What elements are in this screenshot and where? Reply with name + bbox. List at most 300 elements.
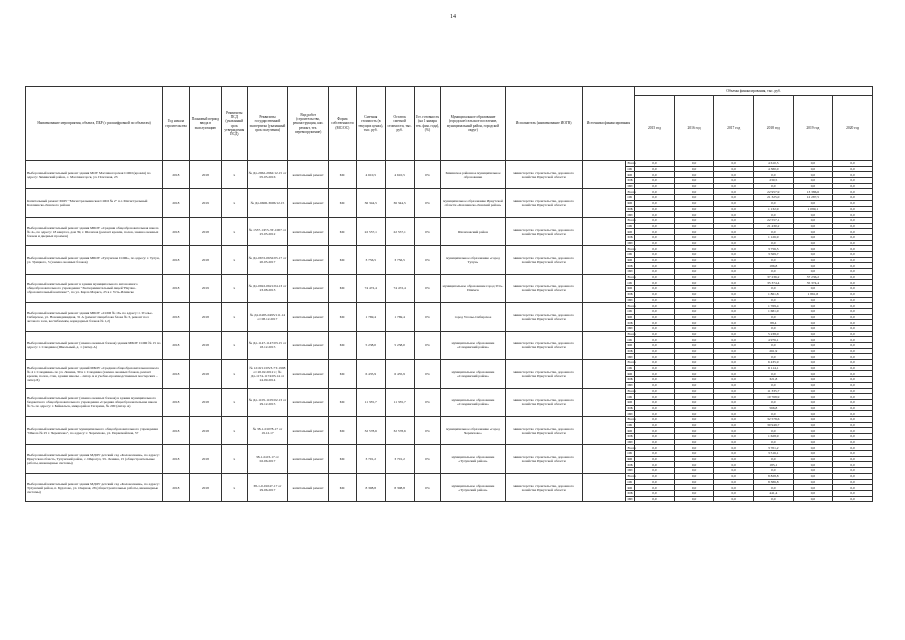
- cell-amount: 0,0: [833, 229, 873, 235]
- cell-amount: 0,0: [674, 422, 714, 428]
- cell-source-type: Всего: [625, 360, 635, 366]
- cell-psd-req: x: [221, 161, 247, 189]
- cell-amount: 0,0: [714, 479, 754, 485]
- cell-amount: 0,0: [753, 257, 793, 263]
- cell-amount: 0,0: [635, 468, 675, 474]
- cell-amount: 6 114,1: [753, 365, 793, 371]
- cell-amount: 0,0: [674, 473, 714, 479]
- cell-municipal-recipient: Шелеховский район: [441, 217, 505, 245]
- cell-funding-source: [582, 246, 625, 274]
- cell-amount: 0,0: [833, 394, 873, 400]
- cell-source-type: Всего: [625, 217, 635, 223]
- cell-amount: 0,0: [833, 371, 873, 377]
- cell-amount: 0,0: [635, 172, 675, 178]
- cell-executor: министерство строительства, дорожного хозяйства Иркутской области: [505, 246, 582, 274]
- cell-ownership: МС: [328, 360, 356, 388]
- cell-amount: 0,0: [714, 269, 754, 275]
- cell-estimate: 11 335,7: [356, 388, 385, 416]
- cell-amount: 0,0: [793, 439, 833, 445]
- cell-amount: 0,0: [833, 217, 873, 223]
- cell-amount: 0,0: [674, 451, 714, 457]
- cell-amount: 0,0: [674, 354, 714, 360]
- cell-amount: 0,0: [635, 462, 675, 468]
- cell-amount: 0,0: [833, 189, 873, 195]
- cell-amount: 0,0: [714, 416, 754, 422]
- cell-amount: 0,0: [674, 161, 714, 167]
- cell-remaining: 6 435,9: [385, 360, 414, 388]
- cell-psd-req: x: [221, 217, 247, 245]
- cell-amount: 0,0: [753, 325, 793, 331]
- cell-amount: 0,0: [714, 183, 754, 189]
- cell-amount: 0,0: [833, 252, 873, 258]
- cell-remaining: 5 238,0: [385, 331, 414, 359]
- cell-municipal-recipient: Зиминское районное муниципальное образование: [441, 161, 505, 189]
- cell-work-type: капитальный ремонт: [288, 388, 329, 416]
- cell-amount: 0,0: [714, 348, 754, 354]
- cell-plan-period: 2019: [189, 189, 221, 217]
- cell-executor: министерство строительства, дорожного хозяйства Иркутской области: [505, 161, 582, 189]
- cell-source-type: МБ: [625, 434, 635, 440]
- cell-amount: 0,0: [714, 314, 754, 320]
- cell-amount: 0,0: [714, 223, 754, 229]
- col-header-executor: Исполнитель (наименование ИОГВ): [505, 87, 582, 161]
- cell-funding-source: [582, 388, 625, 416]
- cell-amount: 0,0: [793, 217, 833, 223]
- cell-estimate: 32 578,6: [356, 416, 385, 444]
- cell-amount: 0,0: [833, 462, 873, 468]
- cell-object-name: Капитальный ремонт МОУ "Магистральнинская СОШ № 2" п.г. Магистральный Казачинско-Ленского района: [26, 189, 163, 217]
- cell-amount: 1 628,9: [753, 434, 793, 440]
- cell-source-type: ИИ: [625, 382, 635, 388]
- cell-source-type: ФБ: [625, 399, 635, 405]
- cell-amount: 0,0: [833, 343, 873, 349]
- cell-amount: 12 287,5: [793, 195, 833, 201]
- cell-amount: 0,0: [714, 274, 754, 280]
- cell-amount: 0,0: [753, 354, 793, 360]
- cell-amount: 0,0: [793, 365, 833, 371]
- cell-amount: 0,0: [635, 445, 675, 451]
- cell-amount: 0,0: [635, 354, 675, 360]
- cell-source-type: ФБ: [625, 428, 635, 434]
- cell-amount: 0,0: [833, 479, 873, 485]
- cell-amount: 0,0: [793, 371, 833, 377]
- cell-amount: 0,0: [833, 234, 873, 240]
- cell-amount: 0,0: [793, 286, 833, 292]
- cell-readiness: 0%: [414, 416, 441, 444]
- cell-amount: 0,0: [714, 297, 754, 303]
- cell-funding-source: [582, 416, 625, 444]
- cell-ownership: МС: [328, 445, 356, 473]
- col-header-work-type: Вид работ (строительство, реконструкция, кап. ремонт, тех. перевооружение): [288, 87, 329, 161]
- cell-amount: 0,0: [793, 308, 833, 314]
- cell-plan-period: 2019: [189, 274, 221, 302]
- cell-amount: 0,0: [714, 405, 754, 411]
- cell-amount: 0,0: [635, 212, 675, 218]
- cell-amount: 0,0: [635, 206, 675, 212]
- cell-amount: 0,0: [793, 456, 833, 462]
- cell-expertise-req: № Дл-6606-3606/12.15: [247, 189, 288, 217]
- cell-work-type: капитальный ремонт: [288, 360, 329, 388]
- cell-source-type: ИИ: [625, 269, 635, 275]
- cell-amount: 0,0: [635, 360, 675, 366]
- cell-amount: 0,0: [793, 473, 833, 479]
- cell-municipal-recipient: муниципальное образование Иркутской области «Казачинско-Ленский район»: [441, 189, 505, 217]
- cell-amount: 0,0: [793, 297, 833, 303]
- cell-source-type: ОБ: [625, 365, 635, 371]
- cell-amount: 0,0: [714, 485, 754, 491]
- cell-amount: 0,0: [753, 399, 793, 405]
- cell-amount: 0,0: [714, 263, 754, 269]
- cell-source-type: МБ: [625, 263, 635, 269]
- cell-ownership: МС: [328, 473, 356, 501]
- cell-amount: 0,0: [674, 348, 714, 354]
- cell-amount: 0,0: [793, 462, 833, 468]
- cell-year-start: 2018: [163, 473, 190, 501]
- cell-amount: 0,0: [674, 382, 714, 388]
- cell-municipal-recipient: муниципальное образование «Слюдянский район»: [441, 331, 505, 359]
- cell-amount: 0,0: [674, 428, 714, 434]
- cell-remaining: 22 557,1: [385, 217, 414, 245]
- cell-amount: 0,0: [674, 377, 714, 383]
- cell-amount: 0,0: [674, 189, 714, 195]
- cell-amount: 0,0: [833, 320, 873, 326]
- cell-source-type: ФБ: [625, 456, 635, 462]
- cell-source-type: ФБ: [625, 172, 635, 178]
- cell-amount: 0,0: [674, 172, 714, 178]
- cell-expertise-req: № Дл-0495-0495/111.14 от 08.12.2017: [247, 303, 288, 331]
- cell-year-start: 2018: [163, 246, 190, 274]
- cell-source-type: ФБ: [625, 229, 635, 235]
- cell-source-type: ОБ: [625, 252, 635, 258]
- cell-amount: 4 976,1: [753, 337, 793, 343]
- cell-amount: 0,0: [793, 411, 833, 417]
- cell-amount: 0,0: [714, 354, 754, 360]
- cell-amount: 0,0: [833, 161, 873, 167]
- cell-amount: 0,0: [793, 348, 833, 354]
- cell-readiness: 0%: [414, 189, 441, 217]
- cell-plan-period: 2018: [189, 416, 221, 444]
- cell-amount: 0,0: [833, 399, 873, 405]
- cell-amount: 0,0: [793, 166, 833, 172]
- cell-amount: 1 132,9: [753, 206, 793, 212]
- cell-amount: 3 701,2: [753, 445, 793, 451]
- cell-amount: 0,0: [714, 280, 754, 286]
- cell-object-name: Выборочный капитальный ремонт (замена оконных блоков) в здании муниципального бюджетного общеобразовательного учреждения «Средняя общеобразовательная школа № 5» по адресу: г. Байкальск, микрорайон Гагарина, № 200 (литер А): [26, 388, 163, 416]
- cell-amount: 0,0: [793, 240, 833, 246]
- cell-work-type: капитальный ремонт: [288, 416, 329, 444]
- cell-amount: 0,0: [714, 434, 754, 440]
- cell-amount: 0,0: [793, 485, 833, 491]
- cell-amount: 0,0: [714, 166, 754, 172]
- cell-amount: 0,0: [793, 331, 833, 337]
- cell-amount: 0,0: [635, 178, 675, 184]
- cell-municipal-recipient: муниципальное образование «Тулунский район»: [441, 445, 505, 473]
- cell-estimate: 6 435,9: [356, 360, 385, 388]
- cell-source-type: ОБ: [625, 166, 635, 172]
- cell-amount: 0,0: [833, 434, 873, 440]
- cell-readiness: 0%: [414, 303, 441, 331]
- cell-source-type: ОБ: [625, 394, 635, 400]
- cell-amount: 0,0: [833, 314, 873, 320]
- cell-amount: 0,0: [714, 246, 754, 252]
- cell-expertise-req: № Дл-1105-1105/02.13 от 29.12.2015: [247, 388, 288, 416]
- cell-remaining: 36 344,5: [385, 189, 414, 217]
- cell-source-type: МБ: [625, 405, 635, 411]
- cell-amount: 0,0: [714, 451, 754, 457]
- cell-executor: министерство строительства, дорожного хозяйства Иркутской области: [505, 303, 582, 331]
- cell-amount: 0,0: [833, 439, 873, 445]
- cell-estimate: 74 472,4: [356, 274, 385, 302]
- cell-source-type: МБ: [625, 490, 635, 496]
- cell-amount: 0,0: [753, 269, 793, 275]
- cell-amount: 0,0: [674, 195, 714, 201]
- cell-amount: 0,0: [753, 286, 793, 292]
- cell-work-type: капитальный ремонт: [288, 161, 329, 189]
- cell-source-type: ОБ: [625, 280, 635, 286]
- cell-funding-source: [582, 473, 625, 501]
- cell-remaining: 74 472,4: [385, 274, 414, 302]
- cell-amount: 0,0: [833, 331, 873, 337]
- cell-remaining: 3 756,5: [385, 246, 414, 274]
- cell-amount: 0,0: [674, 257, 714, 263]
- cell-amount: 0,0: [833, 348, 873, 354]
- cell-amount: 0,0: [793, 257, 833, 263]
- cell-amount: 0,0: [714, 161, 754, 167]
- cell-amount: 0,0: [674, 269, 714, 275]
- cell-amount: 0,0: [714, 229, 754, 235]
- cell-source-type: МБ: [625, 178, 635, 184]
- cell-source-type: ФБ: [625, 343, 635, 349]
- cell-amount: 0,0: [674, 405, 714, 411]
- cell-amount: 4 610,5: [753, 161, 793, 167]
- cell-amount: 13 386,6: [793, 189, 833, 195]
- cell-amount: 0,0: [833, 325, 873, 331]
- col-header-source: Источники финансирования: [582, 87, 634, 161]
- cell-municipal-recipient: муниципальное образование «город Черемхово»: [441, 416, 505, 444]
- cell-readiness: 0%: [414, 217, 441, 245]
- cell-amount: 321,8: [753, 377, 793, 383]
- cell-remaining: 3 701,2: [385, 445, 414, 473]
- cell-amount: 0,0: [714, 377, 754, 383]
- cell-amount: 0,0: [674, 325, 714, 331]
- col-header-year: 2016 год: [674, 96, 714, 161]
- cell-amount: 22 557,1: [753, 217, 793, 223]
- cell-amount: 0,0: [635, 377, 675, 383]
- cell-amount: 88,4: [753, 320, 793, 326]
- cell-amount: 0,0: [793, 183, 833, 189]
- cell-year-start: 2018: [163, 217, 190, 245]
- cell-amount: 0,0: [793, 479, 833, 485]
- cell-municipal-recipient: муниципальное образование город Усть-Илимск: [441, 274, 505, 302]
- cell-executor: министерство строительства, дорожного хозяйства Иркутской области: [505, 416, 582, 444]
- cell-amount: 0,0: [714, 388, 754, 394]
- cell-year-start: 2018: [163, 274, 190, 302]
- cell-amount: 3 516,1: [753, 451, 793, 457]
- cell-amount: 0,0: [833, 422, 873, 428]
- cell-amount: 0,0: [833, 291, 873, 297]
- cell-amount: 0,0: [793, 246, 833, 252]
- cell-amount: 0,0: [833, 388, 873, 394]
- cell-amount: 0,0: [833, 166, 873, 172]
- cell-estimate: 5 238,0: [356, 331, 385, 359]
- cell-ownership: МС: [328, 161, 356, 189]
- cell-amount: 0,0: [635, 325, 675, 331]
- cell-amount: 0,0: [635, 189, 675, 195]
- cell-amount: 0,0: [635, 303, 675, 309]
- cell-amount: 0,0: [793, 337, 833, 343]
- cell-ownership: МС: [328, 189, 356, 217]
- cell-amount: 0,0: [674, 411, 714, 417]
- cell-amount: 0,0: [674, 200, 714, 206]
- cell-source-type: ОБ: [625, 451, 635, 457]
- cell-source-type: МБ: [625, 291, 635, 297]
- cell-amount: 0,0: [635, 405, 675, 411]
- cell-amount: 0,0: [674, 297, 714, 303]
- cell-amount: 0,0: [753, 172, 793, 178]
- cell-object-name: Выборочный капитальный ремонт здания МДОУ детский сад «Колокольчик», по адресу: Тулунский район, п. Будагово, ул. Озерная, 28 (общестроительные работы, инженерные системы): [26, 473, 163, 501]
- cell-amount: 0,0: [714, 439, 754, 445]
- cell-source-type: ИИ: [625, 183, 635, 189]
- cell-ownership: МС: [328, 331, 356, 359]
- cell-amount: 0,0: [674, 291, 714, 297]
- cell-amount: 1 681,0: [753, 308, 793, 314]
- cell-amount: 0,0: [793, 382, 833, 388]
- cell-work-type: капитальный ремонт: [288, 274, 329, 302]
- cell-remaining: 4 610,5: [385, 161, 414, 189]
- cell-plan-period: 2018: [189, 388, 221, 416]
- cell-psd-req: x: [221, 473, 247, 501]
- cell-source-type: ИИ: [625, 439, 635, 445]
- cell-amount: 0,0: [635, 331, 675, 337]
- page-number: 14: [450, 14, 456, 20]
- cell-amount: 0,0: [833, 286, 873, 292]
- cell-amount: 0,0: [635, 416, 675, 422]
- cell-readiness: 0%: [414, 473, 441, 501]
- cell-source-type: МБ: [625, 462, 635, 468]
- cell-amount: 0,0: [793, 388, 833, 394]
- cell-amount: 0,0: [833, 240, 873, 246]
- cell-amount: 0,0: [714, 331, 754, 337]
- cell-amount: 0,0: [714, 172, 754, 178]
- cell-amount: 0,0: [753, 183, 793, 189]
- cell-amount: 0,0: [833, 200, 873, 206]
- cell-estimate: 36 344,5: [356, 189, 385, 217]
- cell-year-start: 2018: [163, 360, 190, 388]
- cell-year-start: 2018: [163, 331, 190, 359]
- cell-source-type: ФБ: [625, 200, 635, 206]
- cell-amount: 0,0: [674, 320, 714, 326]
- cell-executor: министерство строительства, дорожного хозяйства Иркутской области: [505, 360, 582, 388]
- cell-amount: 0,0: [674, 343, 714, 349]
- cell-amount: 0,0: [833, 269, 873, 275]
- cell-year-start: 2018: [163, 445, 190, 473]
- cell-funding-source: [582, 360, 625, 388]
- cell-amount: 0,0: [674, 280, 714, 286]
- cell-amount: 0,0: [714, 468, 754, 474]
- cell-amount: 0,0: [714, 240, 754, 246]
- cell-amount: 0,0: [793, 212, 833, 218]
- cell-amount: 0,0: [793, 399, 833, 405]
- cell-amount: 0,0: [674, 178, 714, 184]
- cell-estimate: 1 769,4: [356, 303, 385, 331]
- cell-object-name: Выборочный капитальный ремонт здания МБОУ «Тулунская СОШ», по адресу: г. Тулун, ул. Урицкого, 5 (замена оконных блоков): [26, 246, 163, 274]
- cell-amount: 0,0: [635, 246, 675, 252]
- cell-amount: 0,0: [714, 234, 754, 240]
- cell-source-type: ИИ: [625, 468, 635, 474]
- cell-amount: 0,0: [833, 405, 873, 411]
- cell-amount: 0,0: [635, 399, 675, 405]
- cell-amount: 0,0: [635, 257, 675, 263]
- cell-municipal-recipient: муниципальное образование «город Тулун»: [441, 246, 505, 274]
- cell-plan-period: 2018: [189, 445, 221, 473]
- cell-amount: 0,0: [635, 195, 675, 201]
- cell-amount: 0,0: [635, 320, 675, 326]
- cell-source-type: ОБ: [625, 195, 635, 201]
- cell-estimate: 22 557,1: [356, 217, 385, 245]
- cell-amount: 0,0: [674, 388, 714, 394]
- cell-amount: 0,0: [674, 217, 714, 223]
- col-header-year: 2019 год: [793, 96, 833, 161]
- cell-amount: 0,0: [753, 343, 793, 349]
- cell-amount: 1 861,8: [753, 291, 793, 297]
- cell-amount: 0,0: [714, 303, 754, 309]
- cell-amount: 6 435,9: [753, 360, 793, 366]
- cell-amount: 0,0: [793, 172, 833, 178]
- cell-source-type: Всего: [625, 388, 635, 394]
- cell-amount: 0,0: [793, 445, 833, 451]
- col-header-plan-period: Плановый период ввода в эксплуатацию: [189, 87, 221, 161]
- cell-amount: 0,0: [714, 456, 754, 462]
- cell-source-type: ФБ: [625, 286, 635, 292]
- cell-object-name: Выборочный капитальный ремонт муниципального общеобразовательного учреждения "Школа № 25 г. Черемхово", по адресу: г. Черемхово, ул. Первомайская, 57: [26, 416, 163, 444]
- cell-amount: 0,0: [674, 365, 714, 371]
- cell-amount: 0,0: [714, 394, 754, 400]
- cell-amount: 0,0: [714, 490, 754, 496]
- cell-amount: 0,0: [833, 468, 873, 474]
- cell-amount: 0,0: [674, 206, 714, 212]
- cell-amount: 0,0: [674, 263, 714, 269]
- cell-source-type: ИИ: [625, 240, 635, 246]
- cell-estimate: 8 308,8: [356, 473, 385, 501]
- cell-amount: 0,0: [793, 200, 833, 206]
- cell-amount: 0,0: [714, 428, 754, 434]
- cell-amount: 185,1: [753, 462, 793, 468]
- cell-amount: 0,0: [833, 223, 873, 229]
- cell-amount: 230,5: [753, 178, 793, 184]
- cell-amount: 0,0: [714, 473, 754, 479]
- cell-amount: 8 386,8: [753, 479, 793, 485]
- cell-amount: 0,0: [635, 217, 675, 223]
- cell-amount: 0,0: [753, 439, 793, 445]
- cell-psd-req: x: [221, 416, 247, 444]
- cell-amount: 8 828,8: [753, 473, 793, 479]
- cell-funding-source: [582, 331, 625, 359]
- cell-amount: 0,0: [793, 434, 833, 440]
- cell-amount: 0,0: [674, 308, 714, 314]
- cell-amount: 0,0: [793, 422, 833, 428]
- cell-amount: 0,0: [833, 377, 873, 383]
- cell-object-name: Выборочный капитальный ремонт зданий МБОУ «Средняя общеобразовательная школа № 4 г. Слюдянки» по ул. Ленина, 30 в г. Слюдянка (замена оконных блоков, ремонт кровли, полов, стен, здания школы – литер А и учебно-производственных мастерских – литер Б): [26, 360, 163, 388]
- cell-amount: 0,0: [793, 428, 833, 434]
- cell-year-start: 2018: [163, 416, 190, 444]
- cell-source-type: ИИ: [625, 411, 635, 417]
- cell-amount: 0,0: [753, 496, 793, 502]
- cell-municipal-recipient: муниципальное образование «Слюдянский район»: [441, 388, 505, 416]
- cell-amount: 0,0: [635, 343, 675, 349]
- cell-source-type: ИИ: [625, 354, 635, 360]
- cell-amount: 0,0: [793, 394, 833, 400]
- cell-psd-req: x: [221, 331, 247, 359]
